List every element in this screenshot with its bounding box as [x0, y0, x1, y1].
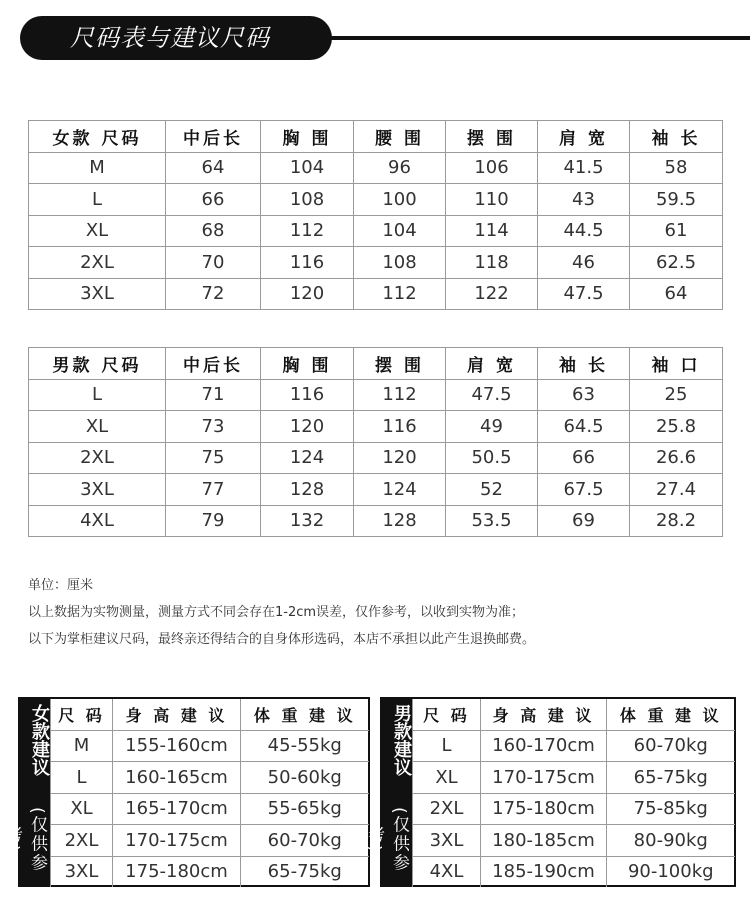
advice-note: 以下为掌柜建议尺码，最终亲还得结合的自身体形选码，本店不承担以此产生退换邮费。 — [28, 632, 536, 647]
table-cell: 65-75kg — [607, 762, 735, 794]
table-cell: 2XL — [29, 247, 166, 279]
table-row — [29, 411, 723, 443]
table-cell: 61 — [630, 215, 723, 247]
table-cell: 25.8 — [630, 411, 723, 443]
table-cell: 160-170cm — [481, 730, 607, 762]
men-rec-subtitle: (仅供参考) — [364, 807, 409, 873]
table-row — [29, 474, 723, 506]
table-cell: 41.5 — [538, 152, 630, 184]
table-cell: 75 — [166, 442, 261, 474]
banner-title: 尺码表与建议尺码 — [70, 24, 270, 52]
table-cell: 4XL — [413, 856, 481, 887]
table-cell: 62.5 — [630, 247, 723, 279]
men-rec-side-label — [364, 699, 412, 885]
table-cell: 128 — [354, 505, 446, 537]
table-cell: 124 — [354, 474, 446, 506]
table-cell: 114 — [446, 215, 538, 247]
table-row — [29, 215, 723, 247]
table-cell: 175-180cm — [113, 856, 241, 887]
table-cell: XL — [29, 215, 166, 247]
table-header-row — [29, 121, 723, 153]
table-row — [51, 856, 369, 887]
table-cell: 170-175cm — [113, 825, 241, 857]
table-cell: 47.5 — [446, 379, 538, 411]
table-row — [29, 184, 723, 216]
table-cell: 68 — [166, 215, 261, 247]
header-cell: 身 高 建 议 — [481, 699, 607, 730]
header-cell: 腰 围 — [354, 121, 446, 153]
table-row — [29, 247, 723, 279]
table-cell: 185-190cm — [481, 856, 607, 887]
table-cell: 28.2 — [630, 505, 723, 537]
table-cell: 175-180cm — [481, 793, 607, 825]
header-cell: 尺 码 — [413, 699, 481, 730]
table-row — [413, 730, 735, 762]
table-cell: 64.5 — [538, 411, 630, 443]
section-banner — [20, 16, 332, 60]
table-cell: 47.5 — [538, 278, 630, 310]
table-cell: 67.5 — [538, 474, 630, 506]
header-cell: 袖 口 — [630, 348, 723, 380]
table-cell: 64 — [166, 152, 261, 184]
table-cell: 124 — [261, 442, 354, 474]
table-row — [413, 825, 735, 857]
table-cell: 63 — [538, 379, 630, 411]
table-cell: 122 — [446, 278, 538, 310]
table-cell: 43 — [538, 184, 630, 216]
table-cell: 72 — [166, 278, 261, 310]
table-cell: 45-55kg — [241, 730, 369, 762]
table-cell: L — [413, 730, 481, 762]
table-row — [29, 278, 723, 310]
header-cell: 中后长 — [166, 121, 261, 153]
table-cell: 155-160cm — [113, 730, 241, 762]
table-cell: 120 — [354, 442, 446, 474]
header-cell: 尺 码 — [51, 699, 113, 730]
table-cell: 108 — [261, 184, 354, 216]
header-cell: 体 重 建 议 — [607, 699, 735, 730]
header-cell: 女款 尺码 — [29, 121, 166, 153]
table-cell: M — [51, 730, 113, 762]
table-cell: 116 — [354, 411, 446, 443]
table-cell: 96 — [354, 152, 446, 184]
header-cell: 袖 长 — [630, 121, 723, 153]
table-row — [29, 442, 723, 474]
header-cell: 身 高 建 议 — [113, 699, 241, 730]
table-row — [51, 762, 369, 794]
table-cell: 3XL — [29, 474, 166, 506]
table-cell: 50-60kg — [241, 762, 369, 794]
men-rec-table — [412, 699, 735, 887]
table-cell: 53.5 — [446, 505, 538, 537]
table-header-row — [413, 699, 735, 730]
table-cell: M — [29, 152, 166, 184]
table-cell: 128 — [261, 474, 354, 506]
table-cell: 59.5 — [630, 184, 723, 216]
unit-note: 单位：厘米 — [28, 578, 94, 593]
table-cell: 25 — [630, 379, 723, 411]
table-cell: 75-85kg — [607, 793, 735, 825]
table-cell: 2XL — [51, 825, 113, 857]
table-cell: 26.6 — [630, 442, 723, 474]
header-cell: 摆 围 — [354, 348, 446, 380]
table-cell: 160-165cm — [113, 762, 241, 794]
table-cell: 165-170cm — [113, 793, 241, 825]
table-row — [29, 379, 723, 411]
table-cell: 132 — [261, 505, 354, 537]
table-cell: 4XL — [29, 505, 166, 537]
table-cell: 69 — [538, 505, 630, 537]
table-cell: 108 — [354, 247, 446, 279]
table-cell: 46 — [538, 247, 630, 279]
table-cell: 3XL — [29, 278, 166, 310]
table-header-row — [29, 348, 723, 380]
women-size-table — [28, 120, 723, 310]
women-rec-subtitle: (仅供参考) — [2, 807, 47, 873]
header-cell: 体 重 建 议 — [241, 699, 369, 730]
table-cell: 100 — [354, 184, 446, 216]
header-cell: 肩 宽 — [538, 121, 630, 153]
table-cell: 64 — [630, 278, 723, 310]
header-cell: 男款 尺码 — [29, 348, 166, 380]
table-cell: 58 — [630, 152, 723, 184]
header-cell: 摆 围 — [446, 121, 538, 153]
table-row — [29, 152, 723, 184]
table-cell: 55-65kg — [241, 793, 369, 825]
table-cell: 118 — [446, 247, 538, 279]
table-cell: 79 — [166, 505, 261, 537]
table-cell: L — [51, 762, 113, 794]
table-cell: 77 — [166, 474, 261, 506]
table-row — [51, 730, 369, 762]
banner-divider — [330, 36, 750, 40]
table-cell: 49 — [446, 411, 538, 443]
men-size-table — [28, 347, 723, 537]
table-cell: 73 — [166, 411, 261, 443]
table-row — [413, 762, 735, 794]
table-cell: 90-100kg — [607, 856, 735, 887]
table-cell: L — [29, 184, 166, 216]
table-cell: 3XL — [413, 825, 481, 857]
table-cell: 65-75kg — [241, 856, 369, 887]
table-cell: 120 — [261, 278, 354, 310]
table-cell: 116 — [261, 379, 354, 411]
women-rec-side-label — [2, 699, 50, 885]
table-cell: 66 — [538, 442, 630, 474]
men-recommendation — [364, 697, 736, 887]
women-recommendation — [2, 697, 370, 887]
table-cell: 52 — [446, 474, 538, 506]
table-cell: 27.4 — [630, 474, 723, 506]
table-cell: 120 — [261, 411, 354, 443]
table-cell: 180-185cm — [481, 825, 607, 857]
table-cell: 3XL — [51, 856, 113, 887]
table-row — [51, 825, 369, 857]
table-row — [29, 505, 723, 537]
table-cell: 50.5 — [446, 442, 538, 474]
men-rec-title: 男款建议 — [391, 704, 412, 776]
table-row — [413, 856, 735, 887]
table-cell: 80-90kg — [607, 825, 735, 857]
table-cell: 44.5 — [538, 215, 630, 247]
table-row — [51, 793, 369, 825]
header-cell: 胸 围 — [261, 348, 354, 380]
table-cell: L — [29, 379, 166, 411]
table-cell: 60-70kg — [241, 825, 369, 857]
measurement-notes — [28, 572, 535, 653]
header-cell: 胸 围 — [261, 121, 354, 153]
table-cell: 2XL — [413, 793, 481, 825]
header-cell: 中后长 — [166, 348, 261, 380]
table-header-row — [51, 699, 369, 730]
table-cell: 60-70kg — [607, 730, 735, 762]
women-rec-table — [50, 699, 369, 887]
table-cell: 112 — [354, 278, 446, 310]
table-cell: 71 — [166, 379, 261, 411]
table-cell: 104 — [261, 152, 354, 184]
table-cell: 2XL — [29, 442, 166, 474]
table-cell: 66 — [166, 184, 261, 216]
women-rec-title: 女款建议 — [29, 704, 50, 776]
header-cell: 袖 长 — [538, 348, 630, 380]
table-cell: 112 — [354, 379, 446, 411]
table-cell: XL — [29, 411, 166, 443]
table-cell: 112 — [261, 215, 354, 247]
table-cell: 104 — [354, 215, 446, 247]
header-cell: 肩 宽 — [446, 348, 538, 380]
table-cell: 116 — [261, 247, 354, 279]
table-cell: 106 — [446, 152, 538, 184]
table-cell: 70 — [166, 247, 261, 279]
table-cell: 170-175cm — [481, 762, 607, 794]
error-note: 以上数据为实物测量，测量方式不同会存在1-2cm误差，仅作参考，以收到实物为准； — [28, 605, 525, 620]
table-row — [413, 793, 735, 825]
table-cell: XL — [413, 762, 481, 794]
table-cell: XL — [51, 793, 113, 825]
table-cell: 110 — [446, 184, 538, 216]
